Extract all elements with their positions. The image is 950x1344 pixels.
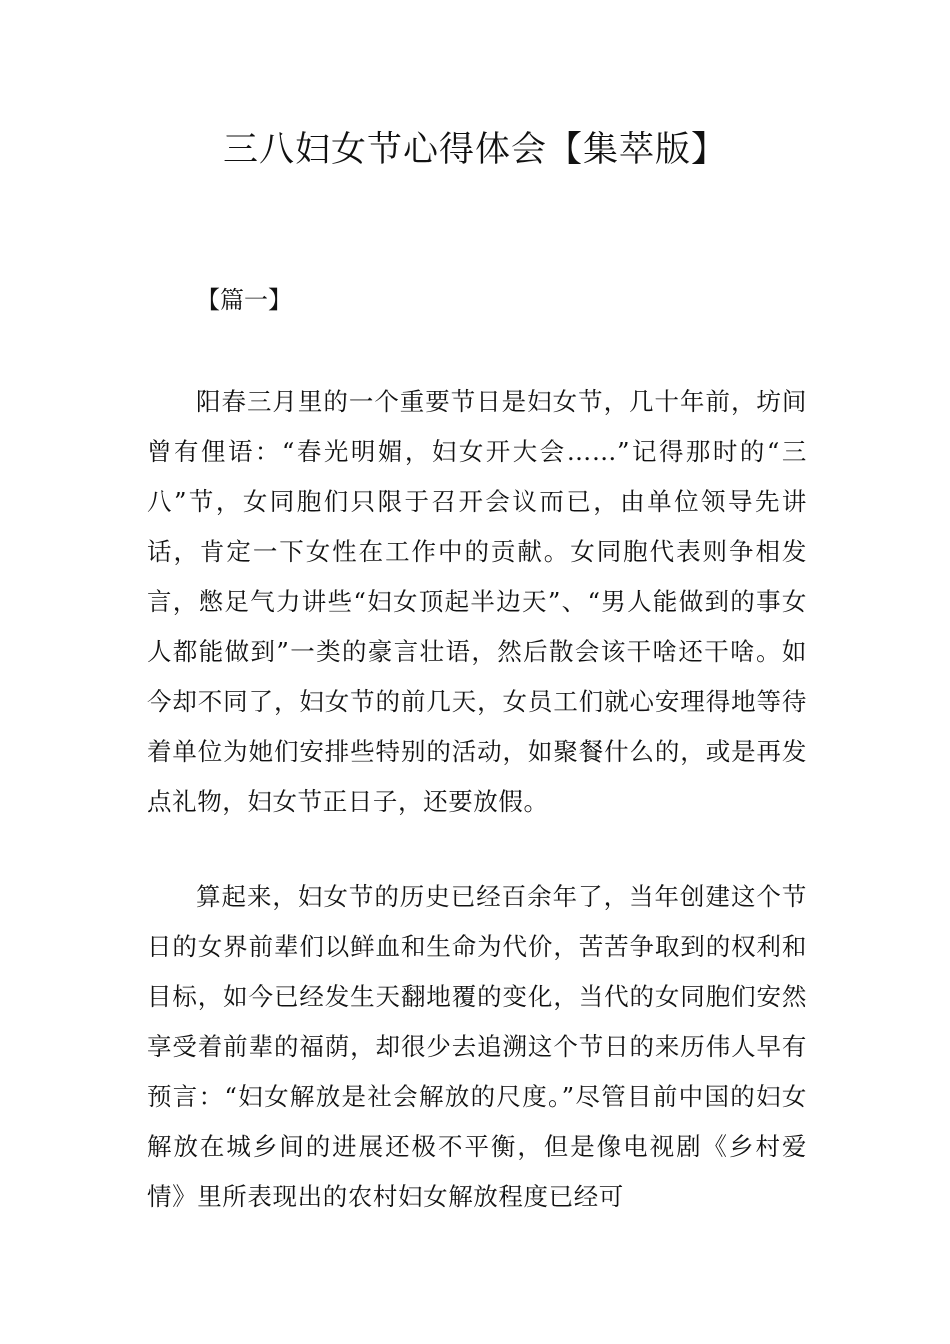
paragraph-2: 算起来，妇女节的历史已经百余年了，当年创建这个节日的女界前辈们以鲜血和生命为代价，苦苦争取到的权利和目标，如今已经发生天翻地覆的变化，当代的女同胞们安然享受着前辈的福荫，却很少去追溯这个节日的来历伟人早有预言：“妇女解放是社会解放的尺度。”尽管目前中国的妇女解放在城乡间的进展还极不平衡，但是像电视剧《乡村爱情》里所表现出的农村妇女解放程度已经可: [147, 882, 807, 1211]
paragraph-1: 阳春三月里的一个重要节日是妇女节，几十年前，坊间曾有俚语：“春光明媚，妇女开大会……”记得那时的“三八”节，女同胞们只限于召开会议而已，由单位领导先讲话，肯定一下女性在工作中的贡献。女同胞代表则争相发言，憋足气力讲些“妇女顶起半边天”、“男人能做到的事女人都能做到”一类的豪言壮语，然后散会该干啥还干啥。如今却不同了，妇女节的前几天，女员工们就心安理得地等待着单位为她们安排些特别的活动，如聚餐什么的，或是再发点礼物，妇女节正日子，还要放假。: [147, 387, 807, 816]
document-title: 三八妇女节心得体会【集萃版】: [222, 130, 727, 170]
section-label: 【篇一】: [196, 286, 292, 314]
